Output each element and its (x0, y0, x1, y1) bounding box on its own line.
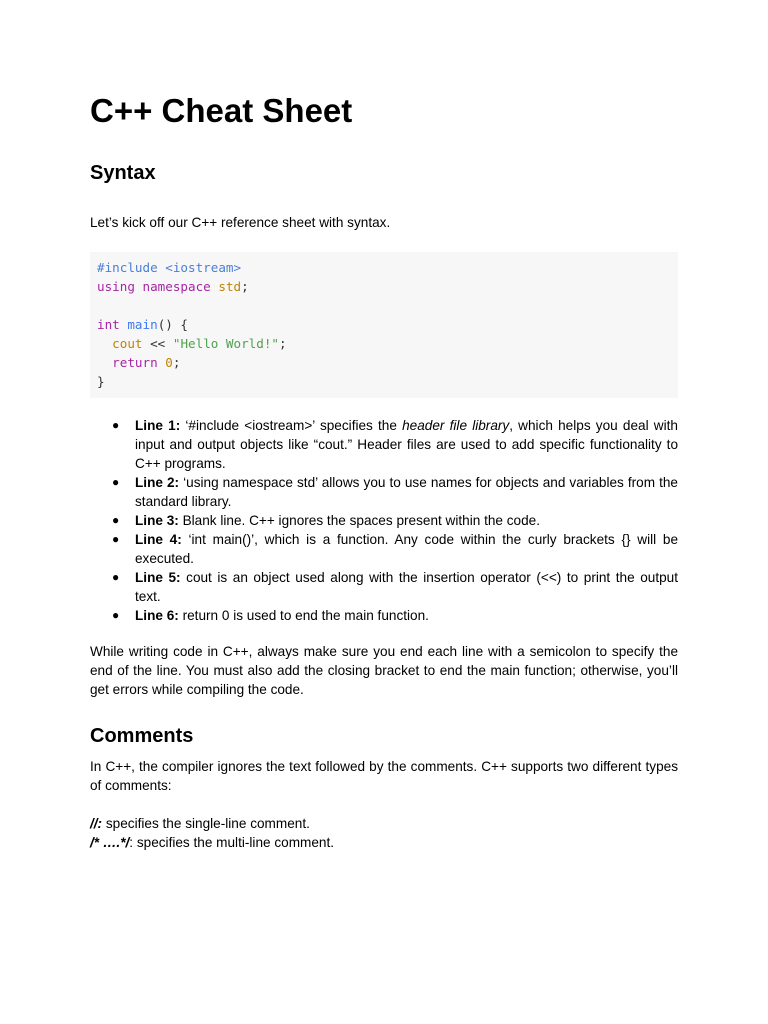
list-item (90, 568, 678, 606)
list-item-label: Line 6: (135, 608, 179, 623)
list-item-text: return 0 is used to end the main function. (178, 608, 429, 623)
code-token: main (127, 317, 158, 332)
list-item-text: Blank line. C++ ignores the spaces present within the code. (178, 513, 541, 528)
code-token: return (112, 355, 158, 370)
comments-intro: In C++, the compiler ignores the text followed by the comments. C++ supports two different types of comments: (90, 759, 678, 793)
bullet-icon: ● (112, 532, 120, 546)
list-item (90, 511, 678, 530)
list-item (90, 530, 678, 568)
list-item-text: ‘using namespace std’ allows you to use names for objects and variables from the standard library. (135, 475, 678, 509)
comment-description: : specifies the multi-line comment. (129, 835, 335, 850)
code-token: "Hello World!" (172, 336, 280, 351)
list-item-label: Line 3: (135, 513, 179, 528)
list-item-text: , which helps you deal with input and output objects like “cout.” Header files are used to add specific functionality to C++ programs. (135, 418, 678, 471)
syntax-intro: Let’s kick off our C++ reference sheet with syntax. (90, 215, 391, 230)
code-token: int (97, 317, 120, 332)
code-line-1 (97, 258, 671, 277)
code-token (97, 355, 112, 370)
code-token: << (142, 336, 173, 351)
code-token: } (97, 374, 105, 389)
closing-paragraph: While writing code in C++, always make sure you end each line with a semicolon to specify the end of the line. You must also add the closing bracket to end the main function; otherwise, you’ll get errors while compiling the code. (90, 644, 678, 697)
code-token: 0 (165, 355, 173, 370)
list-item-emphasis: header file library (402, 418, 510, 433)
list-item (90, 606, 678, 625)
list-item-label: Line 4: (135, 532, 182, 547)
page-title: C++ Cheat Sheet (90, 92, 353, 129)
code-token: std (218, 279, 242, 294)
single-line-comment-note (90, 814, 678, 833)
bullet-icon: ● (112, 513, 120, 527)
list-item-label: Line 5: (135, 570, 181, 585)
code-token: ; (241, 279, 249, 294)
code-token: () { (157, 317, 189, 332)
comments-heading: Comments (90, 725, 194, 747)
list-item (90, 473, 678, 511)
list-item-text: ‘#include <iostream>’ specifies the (180, 418, 403, 433)
code-token: <iostream> (157, 260, 242, 275)
list-item-label: Line 2: (135, 475, 180, 490)
code-token (135, 279, 143, 294)
code-block (90, 252, 678, 398)
code-token: using (97, 279, 135, 294)
code-token: namespace (142, 279, 211, 294)
code-token: ; (172, 355, 181, 370)
comment-marker: /* ….*/ (90, 835, 130, 850)
code-token: ; (279, 336, 287, 351)
code-token: cout (112, 336, 143, 351)
bullet-icon: ● (112, 608, 120, 622)
list-item-label: Line 1: (135, 418, 181, 433)
list-item (90, 416, 678, 473)
code-line-4 (97, 315, 671, 334)
code-line-6 (97, 353, 671, 372)
list-item-text: cout is an object used along with the insertion operator (<<) to print the output text. (135, 570, 678, 604)
comment-marker: //: (90, 816, 103, 831)
code-line-7 (97, 372, 671, 391)
code-line-5 (97, 334, 671, 353)
code-token (97, 336, 112, 351)
multi-line-comment-note (90, 833, 678, 852)
line-explanation-list (90, 416, 678, 625)
bullet-icon: ● (112, 418, 120, 432)
code-line-2 (97, 277, 671, 296)
syntax-heading: Syntax (90, 162, 156, 184)
bullet-icon: ● (112, 475, 120, 489)
comment-description: specifies the single-line comment. (102, 816, 310, 831)
code-token: #include (97, 260, 158, 275)
list-item-text: ‘int main()’, which is a function. Any code within the curly brackets {} will be executed. (135, 532, 678, 566)
code-line-3 (97, 296, 671, 315)
bullet-icon: ● (112, 570, 120, 584)
